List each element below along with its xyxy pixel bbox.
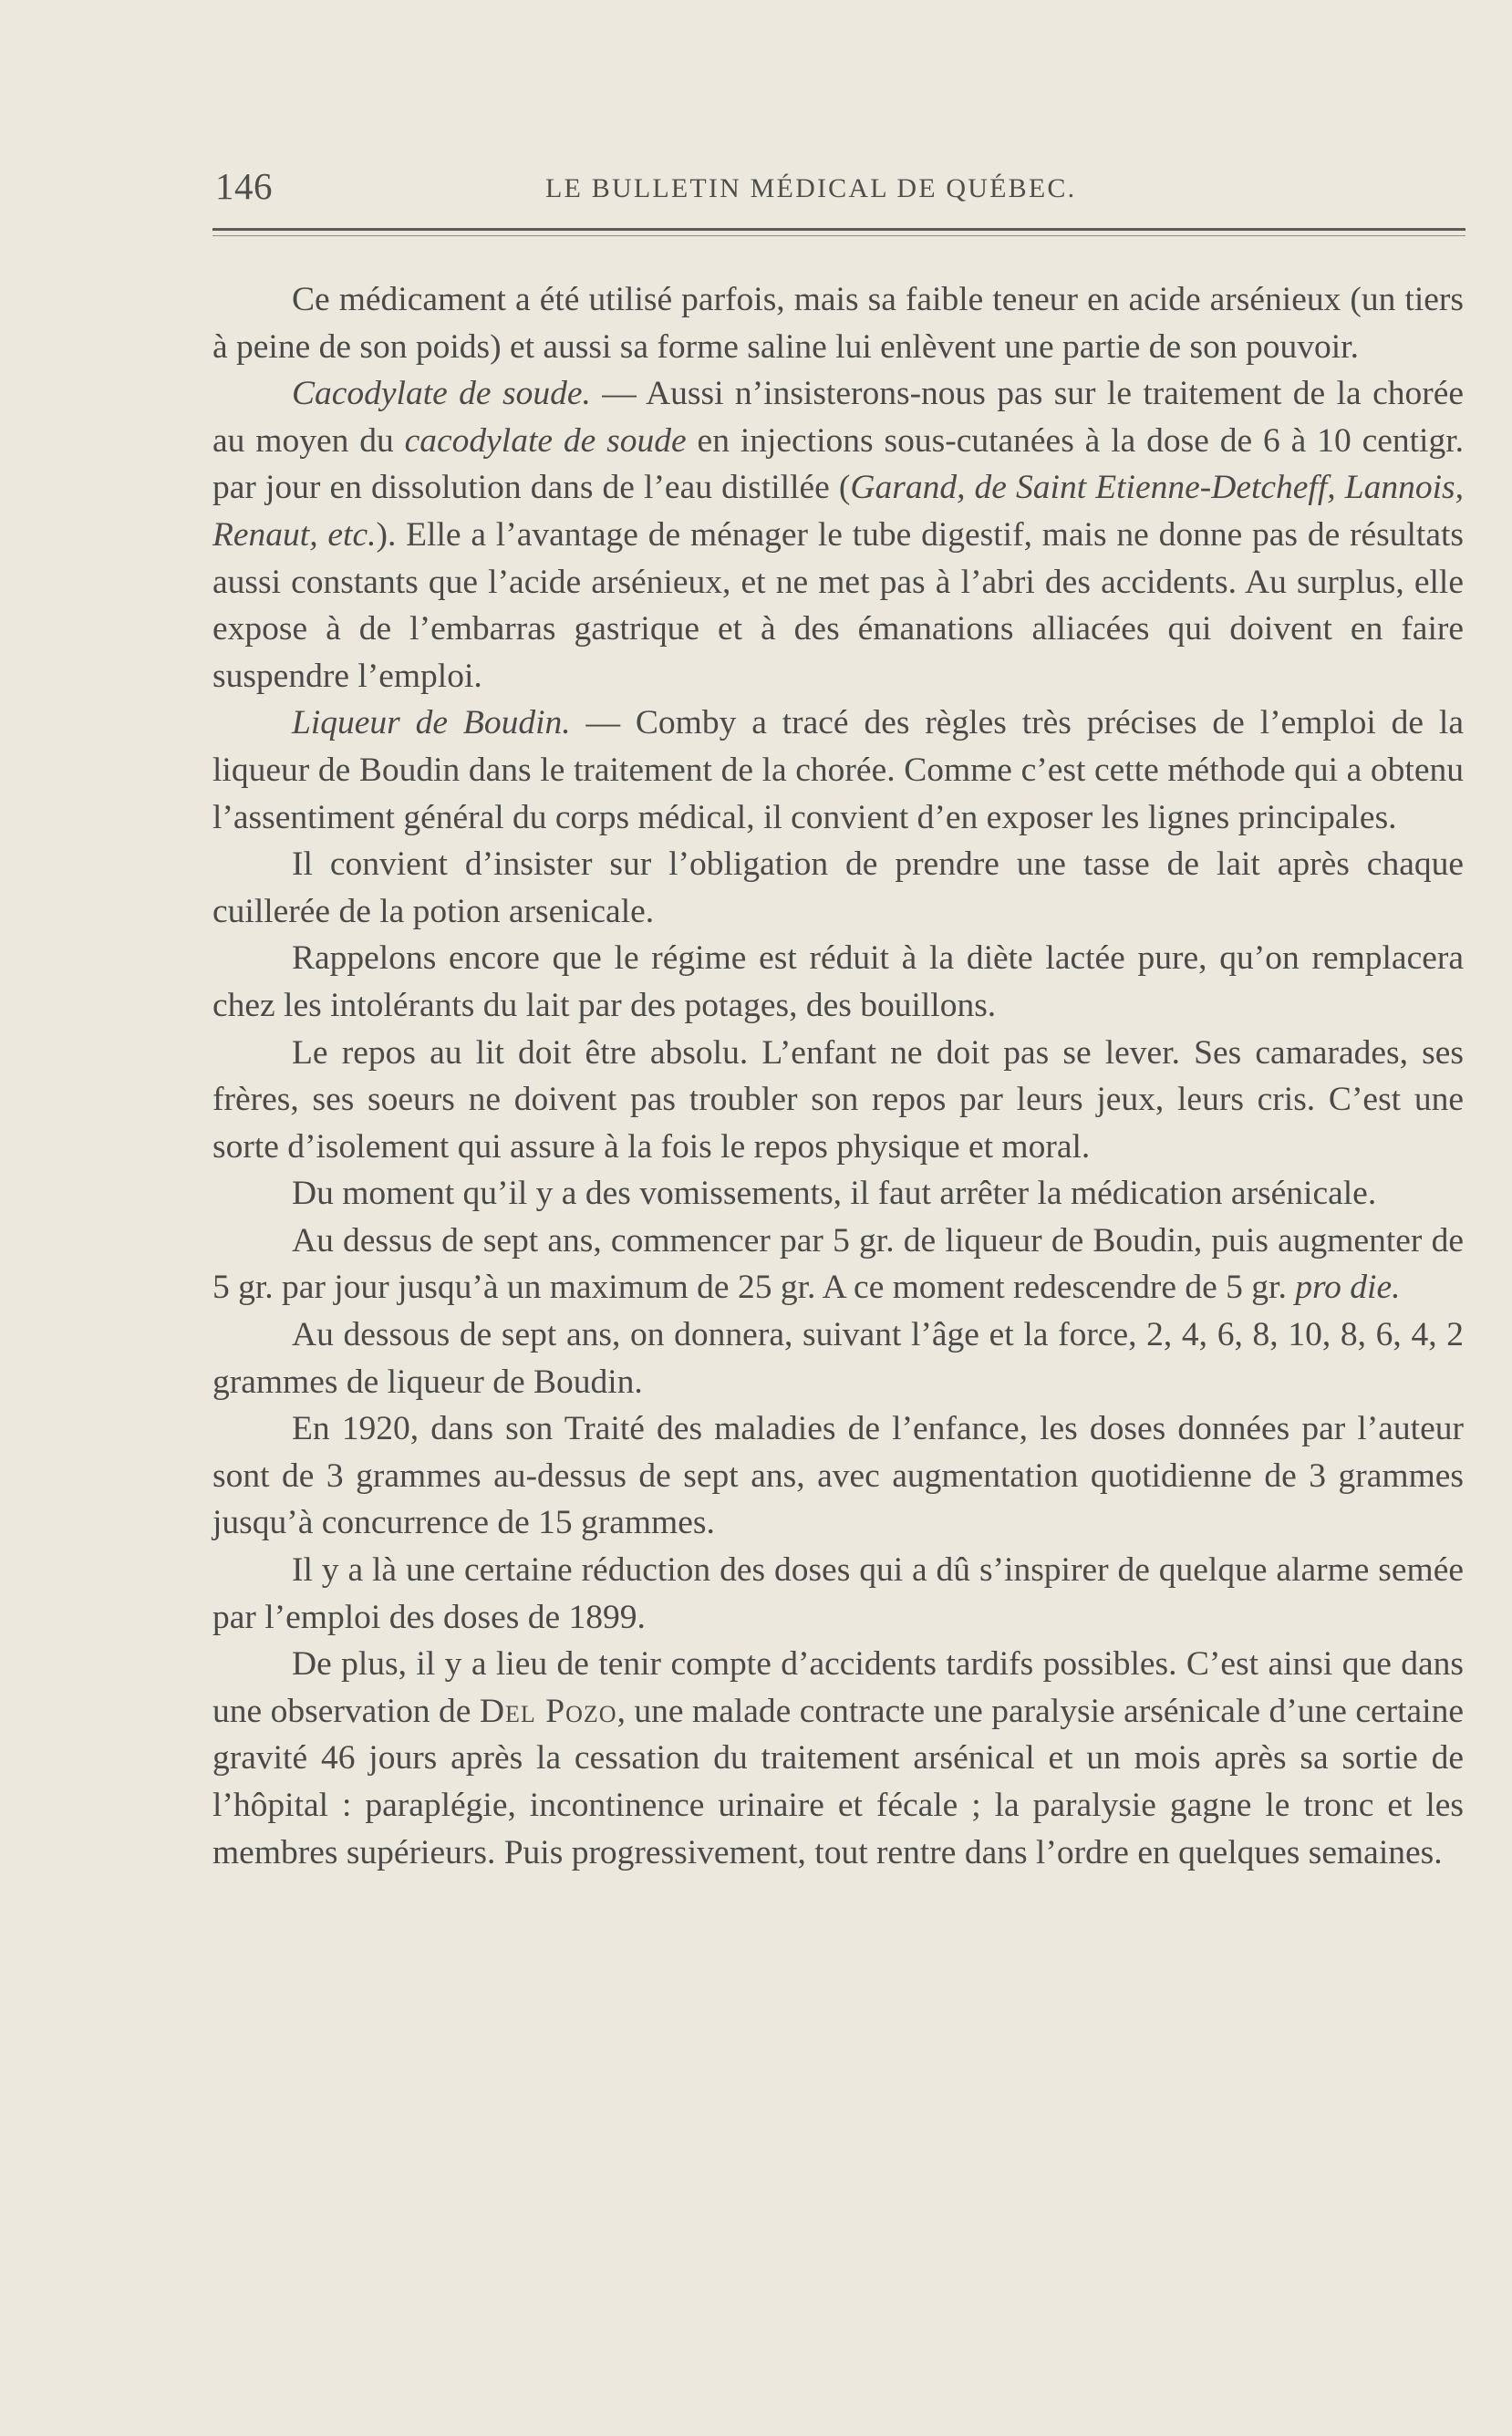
header-rule xyxy=(212,228,1465,231)
paragraph-cacodylate-text-a: — Aussi n’insisterons-nous pas sur le traitement de la chorée au moyen du xyxy=(212,375,1464,460)
paragraph-10-text: En 1920, dans son Traité des maladies de l’enfance, les doses données par l’auteur sont de 3 grammes au-dessus de sept ans, avec augmentation quotidienne de 3 grammes jusqu’à concurrence de 15 grammes. xyxy=(212,1410,1464,1542)
paragraph-7-text: Du moment qu’il y a des vomissements, il faut arrêter la médication arsénicale. xyxy=(292,1175,1377,1213)
paragraph-6 xyxy=(212,1030,1464,1171)
paragraph-4-text: Il convient d’insister sur l’obligation de prendre une tasse de lait après chaque cuillerée de la potion arsenicale. xyxy=(212,845,1464,930)
paragraph-6-text: Le repos au lit doit être absolu. L’enfant ne doit pas se lever. Ses camarades, ses frères, ses soeurs ne doivent pas troubler son repos par leurs jeux, leurs cris. C’est une sorte d’isolement qui assure à la fois le repos physique et moral. xyxy=(212,1033,1464,1166)
paragraph-12 xyxy=(212,1641,1464,1876)
paragraph-7 xyxy=(212,1170,1464,1218)
author-name-del-pozo: Del Pozo xyxy=(479,1692,617,1730)
paragraph-5-text: Rappelons encore que le régime est réduit à la diète lactée pure, qu’on remplacera chez les intolérants du lait par des potages, des bouillons. xyxy=(212,939,1464,1024)
paragraph-11 xyxy=(212,1547,1464,1641)
journal-title: LE BULLETIN MÉDICAL DE QUÉBEC. xyxy=(545,173,1077,203)
paragraph-5 xyxy=(212,935,1464,1029)
running-head xyxy=(212,157,1462,221)
section-title-cacodylate: Cacodylate de soude. xyxy=(292,375,591,413)
paragraph-10 xyxy=(212,1405,1464,1547)
authors-citation: Garand, de Saint Etienne-Detcheff, Lannois, Renaut, etc. xyxy=(212,469,1464,554)
paragraph-liqueur xyxy=(212,700,1464,841)
paragraph-1 xyxy=(212,276,1464,370)
paragraph-cacodylate-text-c: ). Elle a l’avantage de ménager le tube digestif, mais ne donne pas de résultats aussi constants que l’acide arsénieux, et ne met pas à l’abri des accidents. Au surplus, elle expose à de l’embarras gastrique et à des émanations alliacées qui doivent en faire suspendre l’emploi. xyxy=(212,515,1464,695)
section-title-liqueur: Liqueur de Boudin. xyxy=(292,704,571,742)
term-cacodylate: cacodylate de soude xyxy=(404,421,687,460)
paragraph-8-text: Au dessus de sept ans, commencer par 5 gr. de liqueur de Boudin, puis augmenter de 5 gr. par jour jusqu’à un maximum de 25 gr. A ce moment redescendre de 5 gr. xyxy=(212,1221,1464,1307)
paragraph-cacodylate-text-b: en injections sous-cutanées à la dose de 6 à 10 centigr. par jour en dissolution dans de l’eau distillée ( xyxy=(212,421,1464,507)
body-text xyxy=(212,276,1464,1876)
paragraph-11-text: Il y a là une certaine réduction des doses qui a dû s’inspirer de quelque alarme semée par l’emploi des doses de 1899. xyxy=(212,1551,1464,1636)
paragraph-4 xyxy=(212,841,1464,935)
paragraph-12-text-b: , une malade contracte une paralysie arsénicale d’une certaine gravité 46 jours après la cessation du traitement arsénical et un mois après sa sortie de l’hôpital : paraplégie, incontinence urinaire et fécale ; la paralysie gagne le tronc et les membres supérieurs. Puis progressivement, tout rentre dans l’ordre en quelques semaines. xyxy=(212,1692,1464,1871)
paragraph-cacodylate xyxy=(212,370,1464,700)
paragraph-9 xyxy=(212,1311,1464,1405)
page-number: 146 xyxy=(215,165,273,207)
paragraph-9-text: Au dessous de sept ans, on donnera, suivant l’âge et la force, 2, 4, 6, 8, 10, 8, 6, 4, 2 grammes de liqueur de Boudin. xyxy=(212,1316,1464,1401)
paragraph-1-text: Ce médicament a été utilisé parfois, mais sa faible teneur en acide arsénieux (un tiers à peine de son poids) et aussi sa forme saline lui enlèvent une partie de son pouvoir. xyxy=(212,281,1464,366)
paragraph-liqueur-text: — Comby a tracé des règles très précises de l’emploi de la liqueur de Boudin dans le traitement de la chorée. Comme c’est cette méthode qui a obtenu l’assentiment général du corps médical, il convient d’en exposer les lignes principales. xyxy=(212,704,1464,836)
header-rule-thin xyxy=(212,235,1465,236)
paragraph-8 xyxy=(212,1218,1464,1311)
paragraph-12-text-a: De plus, il y a lieu de tenir compte d’accidents tardifs possibles. C’est ainsi que dans une observation de xyxy=(212,1645,1464,1730)
term-pro-die: pro die. xyxy=(1295,1269,1401,1307)
